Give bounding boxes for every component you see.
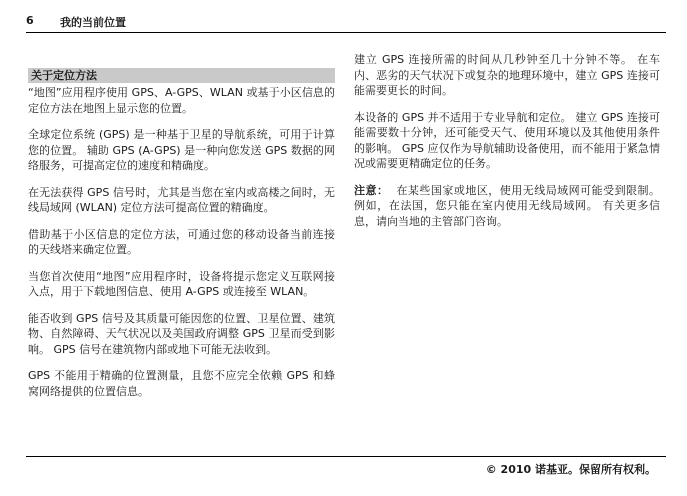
footer-divider xyxy=(26,456,666,457)
right-column xyxy=(354,52,660,240)
paragraph-connect-time: 建立 GPS 连接所需的时间从几秒钟至几十分钟不等。 在车内、恶劣的天气状况下或复杂的地理环境中，建立 GPS 连接可能需要更长的时间。 xyxy=(354,53,660,97)
paragraph-navigation: 本设备的 GPS 并不适用于专业导航和定位。 建立 GPS 连接可能需要数十分钟，还可能受天气、使用环境以及其他使用条件的影响。 GPS 应仅作为导航辅助设备使用，而不能用于紧急情况或需要更精确定位的任务。 xyxy=(354,110,660,170)
paragraph-cell: 借助基于小区信息的定位方法，可通过您的移动设备当前连接的天线塔来确定位置。 xyxy=(28,227,335,256)
paragraph-gps: 全球定位系统 (GPS) 是一种基于卫星的导航系统，可用于计算您的位置。 辅助 GPS (A-GPS) 是一种向您发送 GPS 数据的网络服务，可提高定位的速度和精确度。 xyxy=(28,128,335,172)
paragraph-wlan: 在无法获得 GPS 信号时，尤其是当您在室内或高楼之间时，无线局域网 (WLAN) 定位方法可提高位置的精确度。 xyxy=(28,185,335,214)
section-title: 关于定位方法 xyxy=(28,68,335,83)
page-header xyxy=(26,14,666,32)
note-text: 在某些国家或地区，使用无线局域网可能受到限制。 例如，在法国，您只能在室内使用无线局域网。 有关更多信息，请向当地的主管部门咨询。 xyxy=(354,183,661,228)
header-divider xyxy=(26,32,666,33)
paragraph-access-point: 当您首次使用“地图”应用程序时，设备将提示您定义互联网接入点，用于下载地图信息、使用 A-GPS 或连接至 WLAN。 xyxy=(28,269,335,298)
left-column xyxy=(28,68,335,410)
chapter-title: 我的当前位置 xyxy=(60,16,126,29)
paragraph-intro: “地图”应用程序使用 GPS、A-GPS、WLAN 或基于小区信息的定位方法在地图上显示您的位置。 xyxy=(28,86,335,115)
note xyxy=(354,183,660,230)
page-number: 6 xyxy=(26,14,34,27)
paragraph-signal: 能否收到 GPS 信号及其质量可能因您的位置、卫星位置、建筑物、自然障碍、天气状况以及美国政府调整 GPS 卫星而受到影响。 GPS 信号在建筑物内部或地下可能无法收到。 xyxy=(28,311,335,356)
note-label: 注意： xyxy=(354,183,389,197)
paragraph-accuracy: GPS 不能用于精确的位置测量，且您不应完全依赖 GPS 和蜂窝网络提供的位置信息。 xyxy=(28,369,335,398)
copyright-notice: © 2010 诺基亚。保留所有权利。 xyxy=(485,463,656,476)
